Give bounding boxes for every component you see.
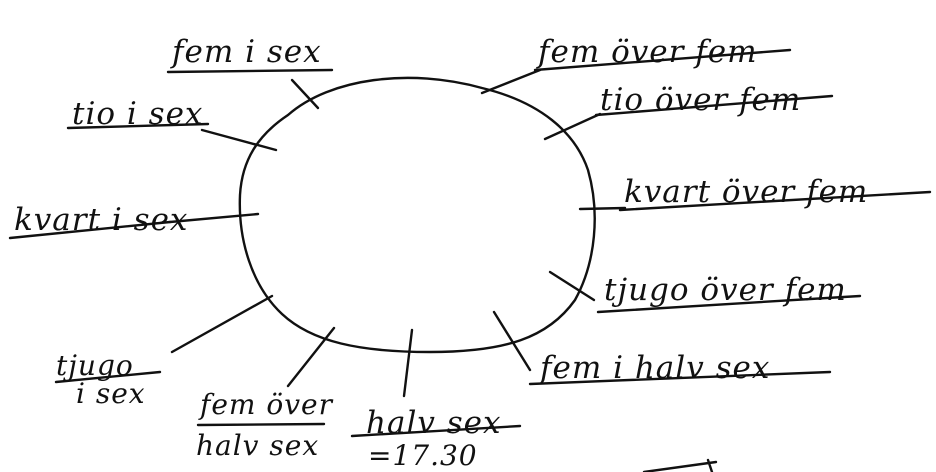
- label-fem-i-sex: fem i sex: [172, 34, 322, 70]
- spoke-halv-sex: [404, 330, 412, 396]
- spoke-tio-over-fem: [545, 114, 600, 139]
- label-fem-over-halv-sex-line2: halv sex: [196, 429, 320, 462]
- underline-fem-over-halv-sex: [198, 424, 324, 425]
- label-fem-over-halv-sex-line1: fem över: [200, 388, 334, 421]
- spoke-kvart-over-fem: [580, 208, 625, 209]
- label-fem-over-fem: fem över fem: [538, 34, 758, 70]
- spoke-fem-i-halv-sex: [494, 312, 530, 370]
- spoke-tjugo-over-fem: [550, 272, 594, 300]
- label-halv-sex-time: =17.30: [368, 439, 478, 472]
- clock-face-circle: [240, 78, 595, 352]
- label-halv-sex: halv sex: [366, 405, 502, 441]
- label-tjugo-over-fem: tjugo över fem: [604, 272, 847, 308]
- label-tjugo-i-sex-line1: tjugo: [56, 349, 134, 382]
- label-tjugo-i-sex-line2: i sex: [76, 377, 146, 410]
- spoke-tjugo-i-sex: [172, 296, 272, 352]
- partial-ink-stroke: [644, 460, 716, 472]
- spoke-fem-over-halv-sex: [288, 328, 334, 386]
- label-fem-i-halv-sex: fem i halv sex: [540, 350, 771, 386]
- label-tio-over-fem: tio över fem: [600, 82, 802, 118]
- label-kvart-i-sex: kvart i sex: [14, 202, 189, 238]
- label-kvart-over-fem: kvart över fem: [624, 174, 869, 210]
- label-tio-i-sex: tio i sex: [72, 96, 204, 132]
- spoke-fem-over-fem: [482, 70, 540, 93]
- underline-fem-i-sex: [168, 70, 332, 72]
